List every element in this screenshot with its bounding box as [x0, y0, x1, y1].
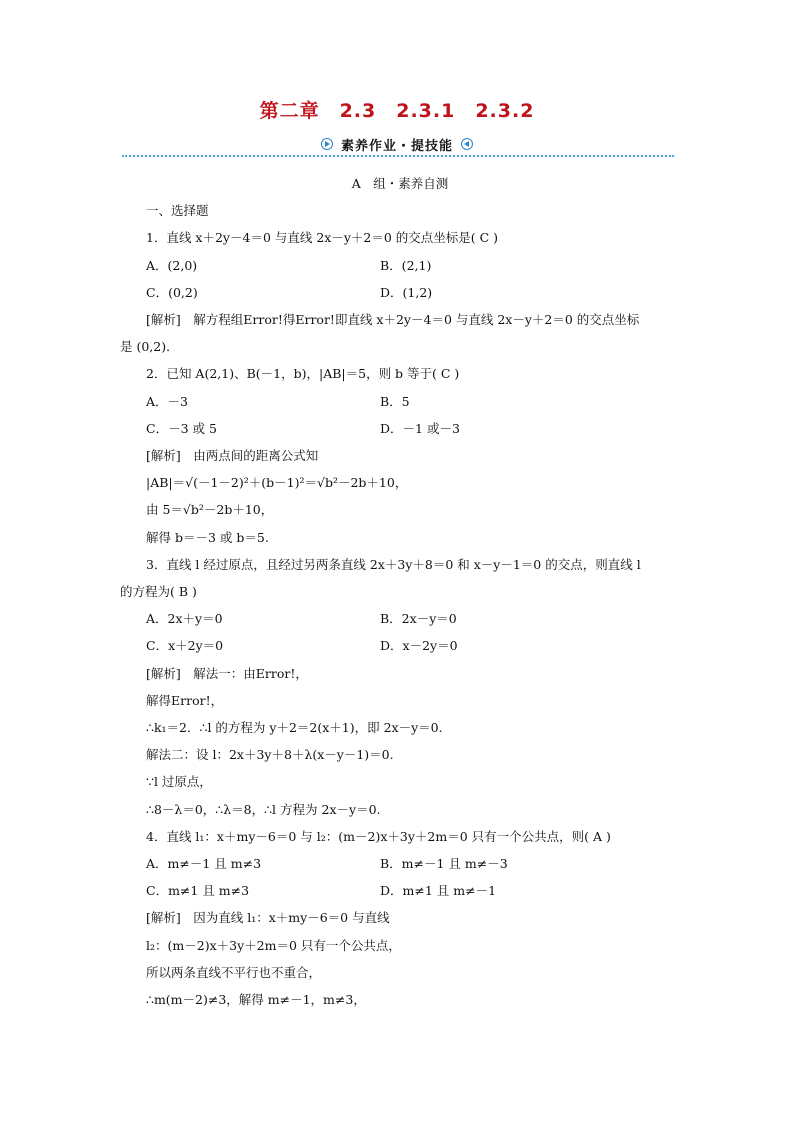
- banner: [302, 134, 492, 154]
- question-4: 4．直线 l₁：x＋my－6＝0 与 l₂：(m－2)x＋3y＋2m＝0 只有一个公共点，则( A ): [146, 828, 611, 844]
- page-title: 第二章 2.3 2.3.1 2.3.2: [259, 100, 535, 122]
- solution-line: l₂：(m－2)x＋3y＋2m＝0 只有一个公共点，: [146, 937, 401, 953]
- option-c: C．－3 或 5: [146, 420, 217, 436]
- option-b: B．2x－y＝0: [380, 611, 457, 627]
- options-row: [120, 252, 680, 279]
- option-a: A．－3: [146, 393, 188, 409]
- option-c: C．x＋2y＝0: [146, 638, 224, 654]
- option-a: A．m≠－1 且 m≠3: [146, 856, 262, 872]
- play-right-icon: [321, 138, 333, 150]
- question-3-cont: 的方程为( B ): [120, 584, 197, 600]
- dotted-divider: [122, 155, 674, 157]
- solution-line: 由 5＝√b²－2b＋10，: [146, 502, 274, 518]
- solution-line: 所以两条直线不平行也不重合，: [146, 964, 322, 980]
- solution-line: 解得 b＝－3 或 b＝5.: [146, 529, 269, 545]
- option-d: D．x－2y＝0: [380, 638, 458, 654]
- document-body: [120, 170, 680, 1013]
- solution-line: 是 (0,2)．: [120, 339, 179, 355]
- options-row: [120, 279, 680, 306]
- question-3: 3．直线 l 经过原点，且经过另两条直线 2x＋3y＋8＝0 和 x－y－1＝0 的交点，则直线 l: [146, 556, 641, 572]
- solution-line: ∴k₁＝2．∴l 的方程为 y＋2＝2(x＋1)，即 2x－y＝0.: [146, 720, 443, 736]
- solution-line: [解析] 解法一：由Error!，: [146, 665, 308, 681]
- solution-line: [解析] 因为直线 l₁：x＋my－6＝0 与直线: [146, 910, 390, 926]
- solution-line: ∵l 过原点，: [146, 774, 212, 790]
- option-d: D．(1,2): [380, 284, 433, 300]
- play-left-icon: [461, 138, 473, 150]
- solution-line: 解得Error!，: [146, 692, 224, 708]
- solution-line: [解析] 解方程组Error!得Error!即直线 x＋2y－4＝0 与直线 2x－y＋2＝0 的交点坐标: [146, 312, 640, 328]
- options-row: [120, 388, 680, 415]
- solution-line: |AB|＝√(－1－2)²＋(b－1)²＝√b²－2b＋10，: [146, 475, 408, 491]
- options-row: [120, 415, 680, 442]
- option-d: D．－1 或－3: [380, 420, 460, 436]
- banner-text: 素养作业・提技能: [340, 138, 453, 154]
- group-heading: A 组・素养自测: [351, 176, 449, 191]
- question-2: 2．已知 A(2,1)、B(－1，b)，|AB|＝5，则 b 等于( C ): [146, 366, 460, 382]
- option-b: B．(2,1): [380, 257, 432, 273]
- options-row: [120, 877, 680, 904]
- solution-line: ∴8－λ＝0，∴λ＝8，∴l 方程为 2x－y＝0.: [146, 801, 381, 817]
- option-c: C．(0,2): [146, 284, 198, 300]
- solution-line: 解法二：设 l：2x＋3y＋8＋λ(x－y－1)＝0.: [146, 747, 394, 763]
- question-1: 1．直线 x＋2y－4＝0 与直线 2x－y＋2＝0 的交点坐标是( C ): [146, 230, 499, 246]
- option-b: B．5: [380, 393, 410, 409]
- option-a: A．2x＋y＝0: [146, 611, 223, 627]
- solution-line: ∴m(m－2)≠3，解得 m≠－1，m≠3，: [146, 992, 366, 1008]
- options-row: [120, 632, 680, 659]
- options-row: [120, 605, 680, 632]
- option-b: B．m≠－1 且 m≠－3: [380, 856, 508, 872]
- section-heading: 一、选择题: [146, 203, 209, 219]
- option-c: C．m≠1 且 m≠3: [146, 883, 250, 899]
- solution-line: [解析] 由两点间的距离公式知: [146, 448, 319, 464]
- options-row: [120, 850, 680, 877]
- option-a: A．(2,0): [146, 257, 198, 273]
- option-d: D．m≠1 且 m≠－1: [380, 883, 497, 899]
